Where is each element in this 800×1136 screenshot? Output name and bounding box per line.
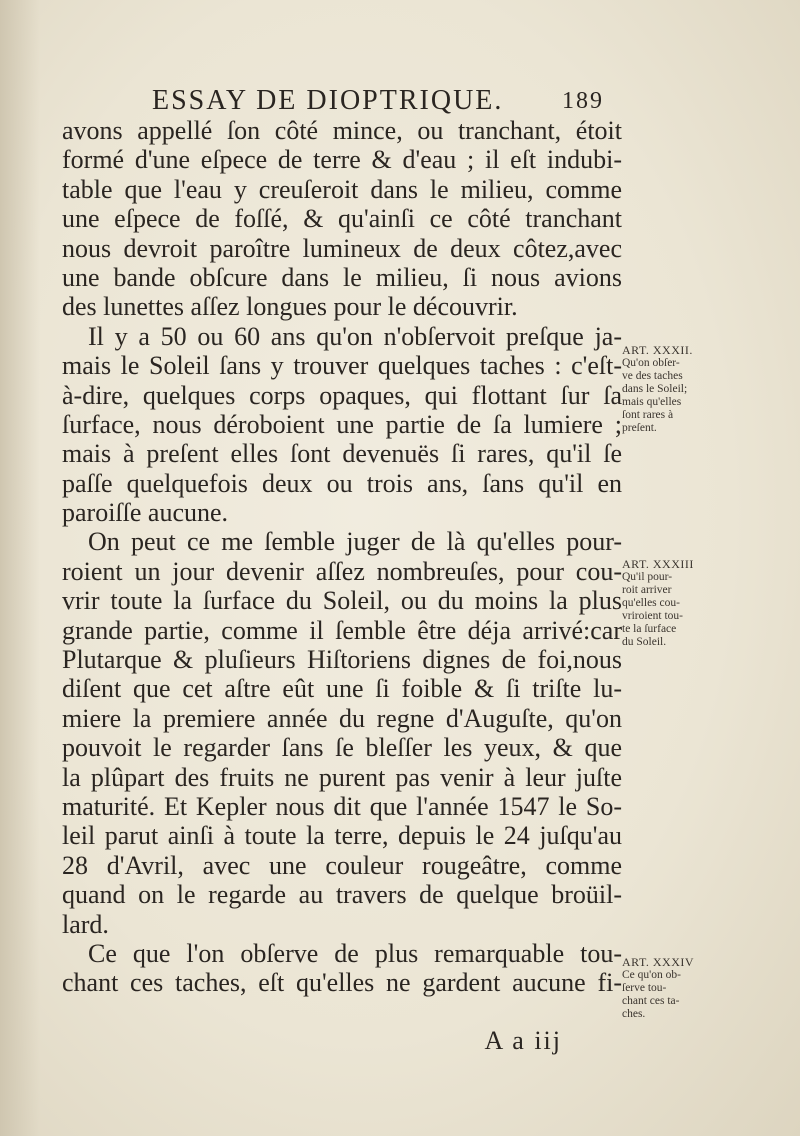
text-line: une bande obſcure dans le milieu, ſi nous avions [62,262,622,292]
text-line: des lunettes aſſez longues pour le découvrir. [62,292,518,322]
text-line: mais à preſent elles ſont devenuës ſi rares, qu'il ſe [62,439,622,469]
page-gutter-shadow [0,0,40,1136]
margin-note-line: vriroient tou- [622,610,683,622]
text-line: leil parut ainſi à toute la terre, depuis le 24 juſqu'au [62,821,622,851]
text-line: Plutarque & pluſieurs Hiſtoriens dignes de foi,nous [62,645,622,675]
text-line: avons appellé ſon côté mince, ou tranchant, étoit [62,116,622,145]
margin-note-heading: ART. XXXIII [622,557,694,571]
text-line: la plûpart des fruits ne purent pas venir à leur juſte [62,762,622,792]
margin-note-line: ches. [622,1008,646,1020]
text-line: maturité. Et Kepler nous dit que l'année 1547 le So- [62,791,622,821]
text-line: nous devroit paroître lumineux de deux côtez,avec [62,233,622,263]
text-line: formé d'une eſpece de terre & d'eau ; il eſt indubi- [62,145,622,175]
text-line: 28 d'Avril, avec une couleur rougeâtre, comme [62,850,622,880]
text-line: ſurface, nous déroboient une partie de ſa lumiere ; [62,409,622,439]
text-line: paroiſſe aucune. [62,498,229,528]
margin-note-line: ſont rares à [622,409,674,421]
text-line: grande partie, comme il ſemble être déja arrivé:car [62,615,622,645]
text-line: lard. [62,909,109,939]
text-line: Ce que l'on obſerve de plus remarquable tou- [88,938,622,968]
margin-note-line: ve des taches [622,370,683,382]
margin-note-heading: ART. XXXIV [622,955,695,969]
running-title: ESSAY DE DIOPTRIQUE. [152,85,504,116]
margin-note-art-32 [622,344,714,435]
margin-note-line: Ce qu'on ob- [622,969,681,981]
margin-note-art-34 [622,956,714,1021]
margin-note-line: roit arriver [622,584,672,596]
margin-note-line: te la ſurface [622,623,677,635]
margin-note-heading: ART. XXXII. [622,343,693,357]
text-line: chant ces taches, eſt qu'elles ne gardent aucune fi- [62,968,622,998]
text-line: mais le Soleil ſans y trouver quelques taches : c'eſt- [62,351,622,381]
text-line: diſent que cet aſtre eût une ſi foible & ſi triſte lu- [62,674,622,704]
margin-note-line: mais qu'elles [622,396,682,408]
text-line: roient un jour devenir aſſez nombreuſes, pour cou- [62,556,622,586]
margin-note-line: chant ces ta- [622,995,680,1007]
text-line: On peut ce me ſemble juger de là qu'elles pour- [88,527,622,557]
text-line: quand on le regarde au travers de quelque broüil- [62,880,622,910]
text-line: pouvoit le regarder ſans ſe bleſſer les yeux, & que [62,733,622,763]
text-line: paſſe quelquefois deux ou trois ans, ſans qu'il en [62,468,622,498]
margin-note-line: Qu'il pour- [622,571,673,583]
text-line: une eſpece de foſſé, & qu'ainſi ce côté tranchant [62,204,622,234]
margin-note-line: dans le Soleil; [622,383,688,395]
text-line: vrir toute la ſurface du Soleil, ou du moins la plus [62,586,622,616]
signature-mark: A a iij [484,1026,562,1055]
margin-note-line: preſent. [622,422,657,434]
text-line: à-dire, quelques corps opaques, qui flottant ſur ſa [62,380,622,410]
margin-note-art-33 [622,558,714,649]
page-number: 189 [562,88,604,114]
margin-note-line: qu'elles cou- [622,597,680,609]
page-header [152,84,604,118]
text-line: miere la premiere année du regne d'Auguſte, qu'on [62,703,622,733]
text-line: Il y a 50 ou 60 ans qu'on n'obſervoit preſque ja- [88,321,622,351]
margin-note-line: Qu'on obſer- [622,357,680,369]
text-line: table que l'eau y creuſeroit dans le milieu, comme [62,174,622,204]
margin-note-line: du Soleil. [622,636,667,648]
margin-note-line: ſerve tou- [622,982,667,994]
body-text [62,116,622,998]
